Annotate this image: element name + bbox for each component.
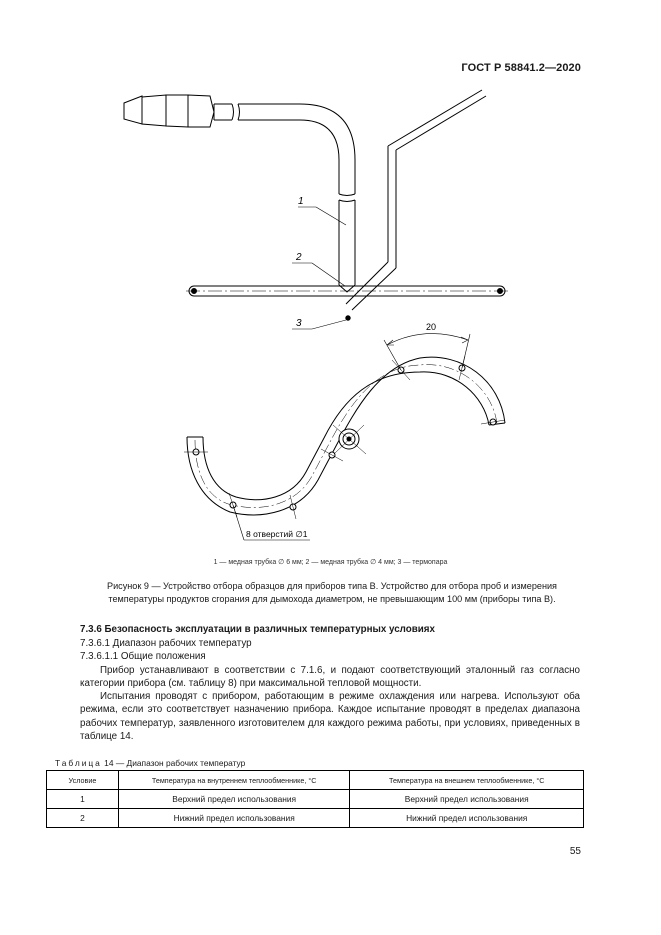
table-caption-text: — Диапазон рабочих температур	[115, 758, 246, 768]
label-item-1: 1	[298, 196, 304, 207]
figure-legend: 1 — медная трубка ∅ 6 мм; 2 — медная трубка ∅ 4 мм; 3 — термопара	[213, 559, 448, 566]
header-condition: Условие	[47, 771, 119, 790]
subsection-73611: 7.3.6.1.1 Общие положения	[80, 651, 206, 662]
copper-tube-6mm	[214, 104, 355, 292]
holes-label: 8 отверстий ∅1	[246, 529, 308, 539]
table-caption-prefix: Таблица	[55, 758, 102, 768]
table-caption	[55, 758, 245, 768]
dimension-value: 20	[426, 322, 437, 332]
paragraph-installation: Прибор устанавливают в соответствии с 7.1.6, и подают соответствующий эталонный газ согласно категории прибора (см. таблицу 8) при максимальной тепловой мощности.	[80, 665, 580, 690]
table-caption-number: 14	[104, 758, 114, 768]
table-cell: Верхний предел использования	[118, 790, 350, 809]
table-row	[47, 809, 584, 828]
figure-caption: Рисунок 9 — Устройство отбора образцов для приборов типа В. Устройство для отбора проб и измерения температуры продуктов сгорания для дымохода диаметром, не превышающим 100 мм (приборы типа В).	[107, 581, 557, 604]
header-inner-temp: Температура на внутреннем теплообменнике, °С	[118, 771, 350, 790]
hose-connector	[124, 95, 214, 127]
table-header-row	[47, 771, 584, 790]
copper-tube-4mm	[186, 286, 510, 296]
table-cell: Нижний предел использования	[118, 809, 350, 828]
subsection-7361: 7.3.6.1 Диапазон рабочих температур	[80, 638, 252, 649]
table-cell: Верхний предел использования	[350, 790, 584, 809]
leader-lines	[292, 207, 346, 329]
label-item-3: 3	[296, 318, 302, 329]
table-cell: Нижний предел использования	[350, 809, 584, 828]
paragraph-tests: Испытания проводят с прибором, работающим в режиме охлаждения или нагрева. Используют оба режима, если это соответствует назначению прибора. Каждое испытание проводят в пределах диапазона рабочих температур, заявленного изготовителем для каждого режима работы, при условиях, приведенных в таблице 14.	[80, 691, 580, 742]
page-number: 55	[569, 846, 581, 857]
standard-header: ГОСТ Р 58841.2—2020	[461, 62, 581, 74]
table-cell: 2	[47, 809, 119, 828]
table-row	[47, 790, 584, 809]
label-item-2: 2	[296, 252, 302, 263]
temperature-table	[46, 770, 584, 828]
table-cell: 1	[47, 790, 119, 809]
header-outer-temp: Температура на внешнем теплообменнике, °С	[350, 771, 584, 790]
section-title: 7.3.6 Безопасность эксплуатации в различных температурных условиях	[80, 624, 435, 635]
